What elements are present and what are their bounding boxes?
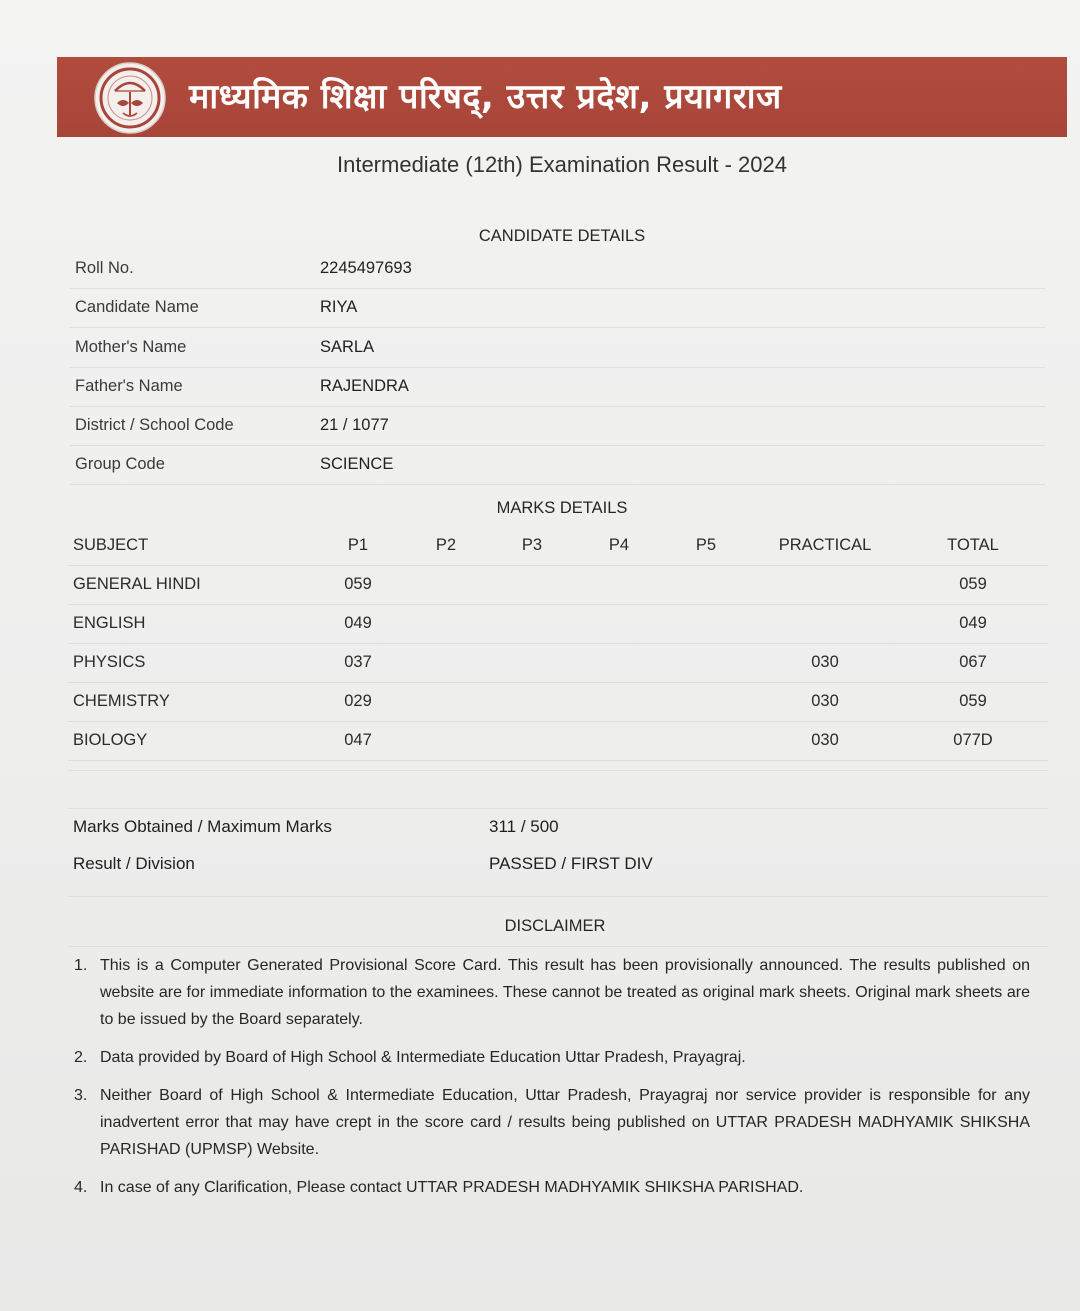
marks-obtained-value: 311 / 500	[489, 817, 559, 836]
field-value: SCIENCE	[320, 455, 394, 473]
column-header-p3: P3	[521, 536, 543, 554]
subject-cell: GENERAL HINDI	[73, 575, 201, 593]
p1-cell: 037	[344, 653, 372, 671]
result-division-row	[68, 847, 1048, 881]
column-header-total: TOTAL	[947, 536, 999, 554]
total-cell: 077D	[953, 731, 993, 749]
practical-cell: 030	[811, 653, 839, 671]
candidate-row-roll-no	[70, 249, 1045, 289]
table-row	[68, 604, 1048, 644]
table-row	[68, 682, 1048, 722]
table-row	[68, 721, 1048, 761]
list-number: 3.	[74, 1087, 88, 1104]
p1-cell: 059	[344, 575, 372, 593]
table-row	[68, 643, 1048, 683]
disclaimer-heading: DISCLAIMER	[504, 917, 606, 935]
field-label: Roll No.	[75, 259, 134, 277]
list-text: This is a Computer Generated Provisional Score Card. This result has been provisionally announced. The results published on website are for immediate information to the examinees. These cannot be treated as original mark sheets. Original mark sheets are to be issued by the Board separately.	[100, 957, 1030, 1028]
result-division-label: Result / Division	[73, 854, 195, 873]
candidate-row-mother-name	[70, 328, 1045, 368]
divider	[68, 946, 1048, 947]
disclaimer-list	[74, 952, 1030, 1212]
divider	[68, 896, 1048, 897]
list-item	[74, 952, 1030, 1033]
column-header-practical: PRACTICAL	[778, 536, 872, 554]
total-cell: 059	[959, 575, 987, 593]
candidate-row-name	[70, 288, 1045, 328]
page-title: Intermediate (12th) Examination Result - 2024	[336, 152, 787, 177]
total-cell: 049	[959, 614, 987, 632]
marks-obtained-label: Marks Obtained / Maximum Marks	[73, 817, 332, 836]
list-item	[74, 1082, 1030, 1163]
candidate-details-heading: CANDIDATE DETAILS	[478, 227, 646, 245]
result-division-value: PASSED / FIRST DIV	[489, 854, 653, 873]
up-emblem-icon	[93, 61, 167, 135]
total-cell: 059	[959, 692, 987, 710]
subject-cell: BIOLOGY	[73, 731, 148, 749]
field-label: Father's Name	[75, 377, 183, 395]
list-item	[74, 1044, 1030, 1071]
field-label: Candidate Name	[75, 298, 199, 316]
column-header-p2: P2	[435, 536, 457, 554]
candidate-row-group-code	[70, 445, 1045, 485]
list-text: Neither Board of High School & Intermediate Education, Uttar Pradesh, Prayagraj nor service provider is responsible for any inadvertent error that may have crept in the score card / results being published on UTTAR PRADESH MADHYAMIK SHIKSHA PARISHAD (UPMSP) Website.	[100, 1087, 1030, 1158]
subject-cell: PHYSICS	[73, 653, 146, 671]
field-label: District / School Code	[75, 416, 234, 434]
list-number: 4.	[74, 1179, 88, 1196]
field-value: 21 / 1077	[320, 416, 389, 434]
field-value: RAJENDRA	[320, 377, 409, 395]
column-header-p1: P1	[347, 536, 369, 554]
column-header-subject: SUBJECT	[73, 536, 149, 554]
board-name-hindi: माध्यमिक शिक्षा परिषद्, उत्तर प्रदेश, प्रयागराज	[189, 77, 782, 117]
p1-cell: 029	[344, 692, 372, 710]
subject-cell: CHEMISTRY	[73, 692, 170, 710]
list-text: Data provided by Board of High School & Intermediate Education Uttar Pradesh, Prayagraj.	[100, 1049, 746, 1066]
marks-table-header	[68, 526, 1048, 566]
list-number: 1.	[74, 957, 88, 974]
total-cell: 067	[959, 653, 987, 671]
divider	[68, 808, 1048, 809]
column-header-p4: P4	[608, 536, 630, 554]
field-label: Group Code	[75, 455, 165, 473]
field-label: Mother's Name	[75, 338, 187, 356]
list-text: In case of any Clarification, Please contact UTTAR PRADESH MADHYAMIK SHIKSHA PARISHAD.	[100, 1179, 804, 1196]
table-row	[68, 565, 1048, 605]
practical-cell: 030	[811, 692, 839, 710]
practical-cell: 030	[811, 731, 839, 749]
candidate-row-father-name	[70, 367, 1045, 407]
p1-cell: 049	[344, 614, 372, 632]
marks-details-heading: MARKS DETAILS	[496, 499, 628, 517]
field-value: RIYA	[320, 298, 358, 316]
field-value: SARLA	[320, 338, 375, 356]
subject-cell: ENGLISH	[73, 614, 146, 632]
header-banner	[57, 57, 1067, 137]
field-value: 2245497693	[320, 259, 412, 277]
column-header-p5: P5	[695, 536, 717, 554]
marks-obtained-row	[68, 810, 1048, 844]
list-item	[74, 1174, 1030, 1201]
list-number: 2.	[74, 1049, 88, 1066]
p1-cell: 047	[344, 731, 372, 749]
divider	[68, 770, 1048, 771]
candidate-row-school-code	[70, 406, 1045, 446]
